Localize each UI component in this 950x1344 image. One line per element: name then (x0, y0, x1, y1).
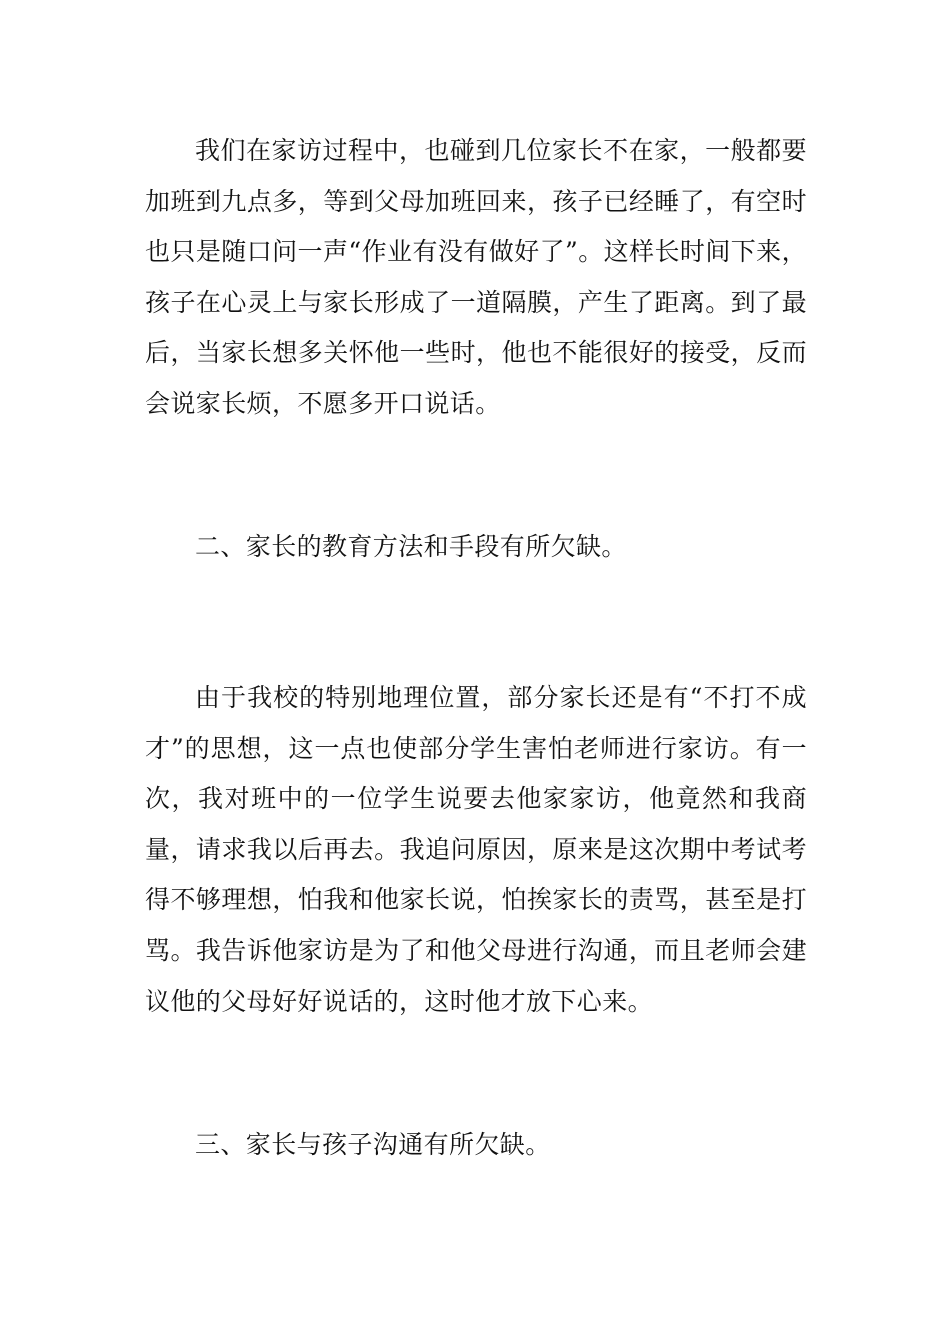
body-paragraph-home-visit-absent-parents: 我们在家访过程中，也碰到几位家长不在家，一般都要加班到九点多，等到父母加班回来，孩子已经睡了，有空时也只是随口问一声“作业有没有做好了”。这样长时间下来，孩子在心灵上与家长形成了一道隔膜，产生了距离。到了最后，当家长想多关怀他一些时，他也不能很好的接受，反而会说家长烦，不愿多开口说话。 (145, 136, 807, 418)
section-heading-education-methods: 二、家长的教育方法和手段有所欠缺。 (195, 532, 627, 561)
section-heading-parent-child-communication: 三、家长与孩子沟通有所欠缺。 (195, 1130, 551, 1159)
body-paragraph-student-fear-home-visit: 由于我校的特别地理位置，部分家长还是有“不打不成才”的思想，这一点也使部分学生害怕老师进行家访。有一次，我对班中的一位学生说要去他家家访，他竟然和我商量，请求我以后再去。我追问原因，原来是这次期中考试考得不够理想，怕我和他家长说，怕挨家长的责骂，甚至是打骂。我告诉他家访是为了和他父母进行沟通，而且老师会建议他的父母好好说话的，这时他才放下心来。 (145, 683, 807, 1016)
